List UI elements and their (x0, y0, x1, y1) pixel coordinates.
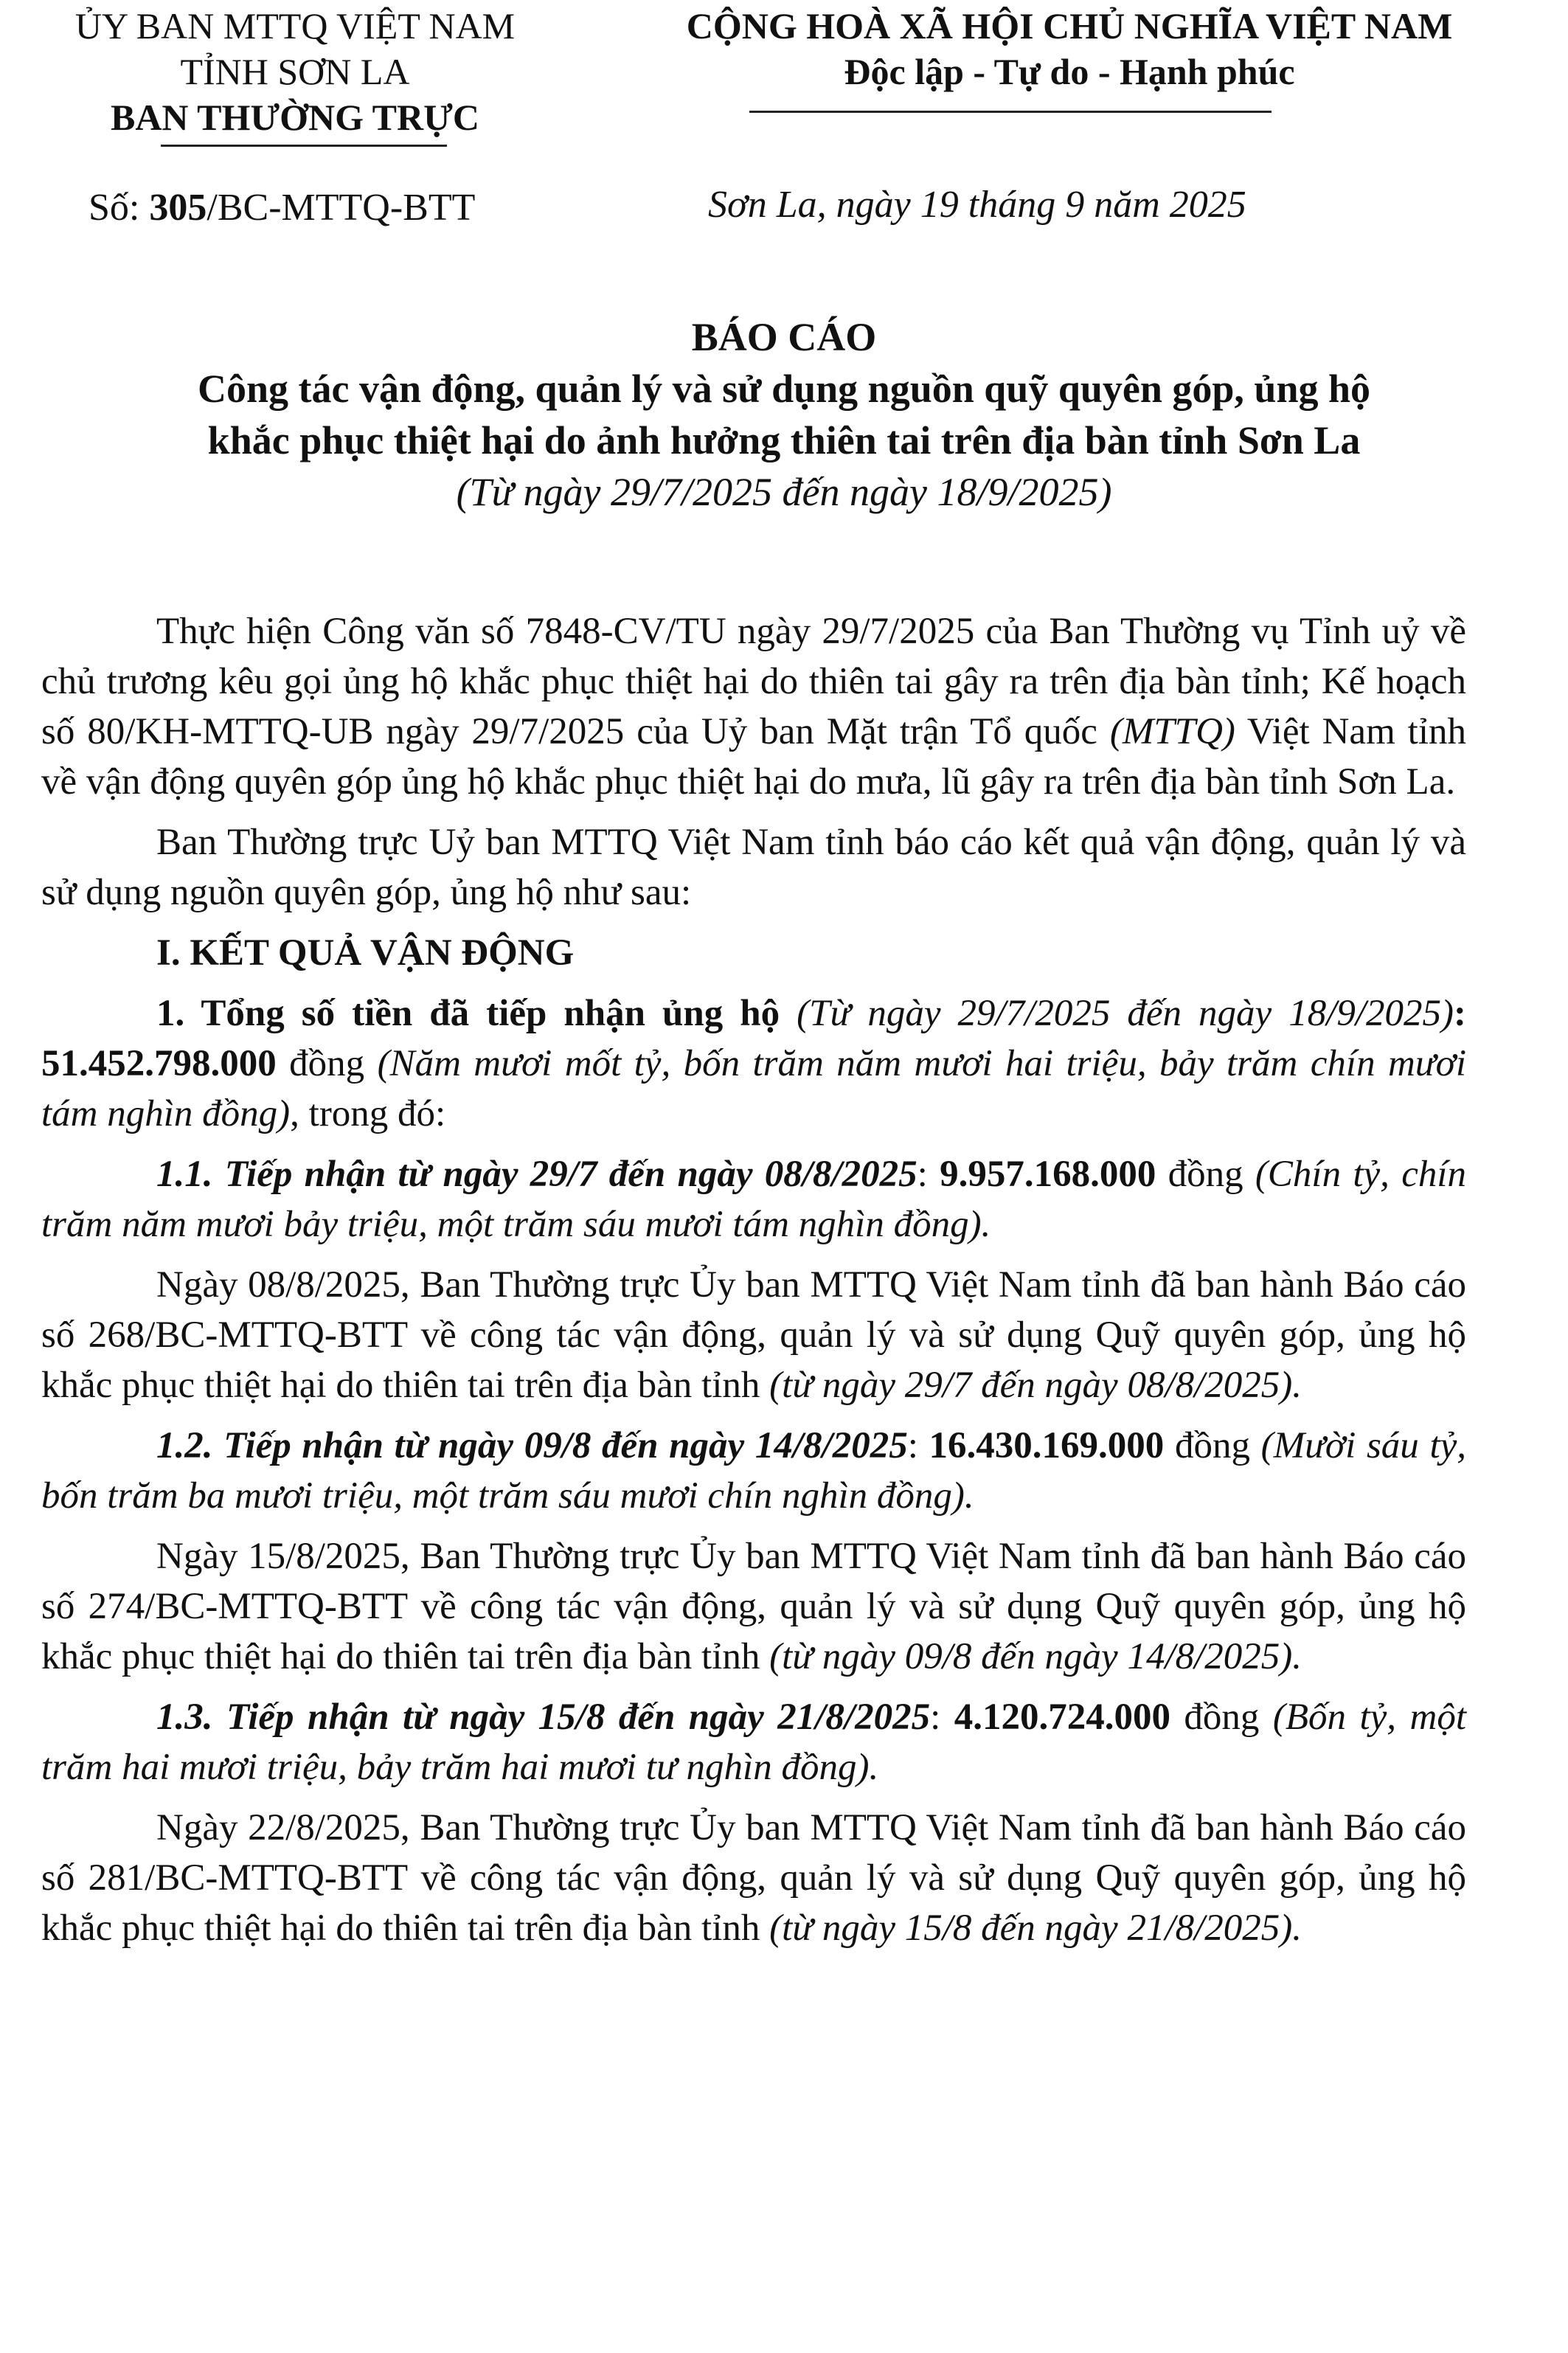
document-number: Số: 305/BC-MTTQ-BTT (89, 187, 476, 229)
issuing-organization (30, 3, 561, 140)
report-title (0, 311, 1568, 518)
national-heading (575, 3, 1564, 94)
title-main: BÁO CÁO (691, 315, 877, 359)
paragraph-1: Thực hiện Công văn số 7848-CV/TU ngày 29/7/2025 của Ban Thường vụ Tỉnh uỷ về chủ trương kêu gọi ủng hộ khắc phục thiệt hại do thiên tai gây ra trên địa bàn tỉnh; Kế hoạch số 80/KH-MTTQ-UB ngày 29/7/2025 của Uỷ ban Mặt trận Tổ quốc (MTTQ) Việt Nam tỉnh về vận động quyên góp ủng hộ khắc phục thiệt hại do mưa, lũ gây ra trên địa bàn tỉnh Sơn La. (41, 611, 1467, 803)
org-underline (161, 145, 447, 147)
nation-name: CỘNG HOÀ XÃ HỘI CHỦ NGHĨA VIỆT NAM (686, 5, 1453, 46)
paragraph-2: Ban Thường trực Uỷ ban MTTQ Việt Nam tỉnh báo cáo kết quả vận động, quản lý và sử dụng nguồn quyên góp, ủng hộ như sau: (41, 822, 1466, 913)
paragraph-5: Ngày 22/8/2025, Ban Thường trực Ủy ban MTTQ Việt Nam tỉnh đã ban hành Báo cáo số 281/BC-MTTQ-BTT về công tác vận động, quản lý và sử dụng Quỹ quyên góp, ủng hộ khắc phục thiệt hại do thiên tai trên địa bàn tỉnh (từ ngày 15/8 đến ngày 21/8/2025). (41, 1807, 1466, 1949)
subsection-1: 1. Tổng số tiền đã tiếp nhận ủng hộ (Từ ngày 29/7/2025 đến ngày 18/9/2025): 51.452.798.000 đồng (Năm mươi mốt tỷ, bốn trăm năm mươi hai triệu, bảy trăm chín mươi tám nghìn đồng), trong đó: (41, 993, 1467, 1134)
section-heading-1: I. KẾT QUẢ VẬN ĐỘNG (156, 932, 575, 974)
title-period: (Từ ngày 29/7/2025 đến ngày 18/9/2025) (456, 470, 1112, 514)
subsection-1-1: 1.1. Tiếp nhận từ ngày 29/7 đến ngày 08/8/2025: 9.957.168.000 đồng (Chín tỷ, chín trăm năm mươi bảy triệu, một trăm sáu mươi tám nghìn đồng). (41, 1154, 1466, 1245)
subsection-1-2: 1.2. Tiếp nhận từ ngày 09/8 đến ngày 14/8/2025: 16.430.169.000 đồng (Mười sáu tỷ, bốn trăm ba mươi triệu, một trăm sáu mươi chín nghìn đồng). (41, 1425, 1467, 1517)
place-date: Sơn La, ngày 19 tháng 9 năm 2025 (708, 184, 1246, 226)
report-body (41, 606, 1466, 1964)
org-line-1: ỦY BAN MTTQ VIỆT NAM (74, 5, 516, 46)
title-line-2: khắc phục thiệt hại do ảnh hưởng thiên tai trên địa bàn tỉnh Sơn La (207, 418, 1361, 462)
title-line-1: Công tác vận động, quản lý và sử dụng nguồn quỹ quyên góp, ủng hộ (197, 367, 1371, 411)
motto: Độc lập - Tự do - Hạnh phúc (844, 51, 1295, 92)
motto-underline (749, 111, 1272, 113)
org-line-3: BAN THƯỜNG TRỰC (110, 97, 480, 138)
subsection-1-3: 1.3. Tiếp nhận từ ngày 15/8 đến ngày 21/8/2025: 4.120.724.000 đồng (Bốn tỷ, một trăm hai mươi triệu, bảy trăm hai mươi tư nghìn đồng). (41, 1697, 1467, 1788)
org-line-2: TỈNH SƠN LA (180, 51, 410, 92)
paragraph-4: Ngày 15/8/2025, Ban Thường trực Ủy ban MTTQ Việt Nam tỉnh đã ban hành Báo cáo số 274/BC-MTTQ-BTT về công tác vận động, quản lý và sử dụng Quỹ quyên góp, ủng hộ khắc phục thiệt hại do thiên tai trên địa bàn tỉnh (từ ngày 09/8 đến ngày 14/8/2025). (41, 1536, 1466, 1677)
paragraph-3: Ngày 08/8/2025, Ban Thường trực Ủy ban MTTQ Việt Nam tỉnh đã ban hành Báo cáo số 268/BC-MTTQ-BTT về công tác vận động, quản lý và sử dụng Quỹ quyên góp, ủng hộ khắc phục thiệt hại do thiên tai trên địa bàn tỉnh (từ ngày 29/7 đến ngày 08/8/2025). (41, 1264, 1466, 1406)
